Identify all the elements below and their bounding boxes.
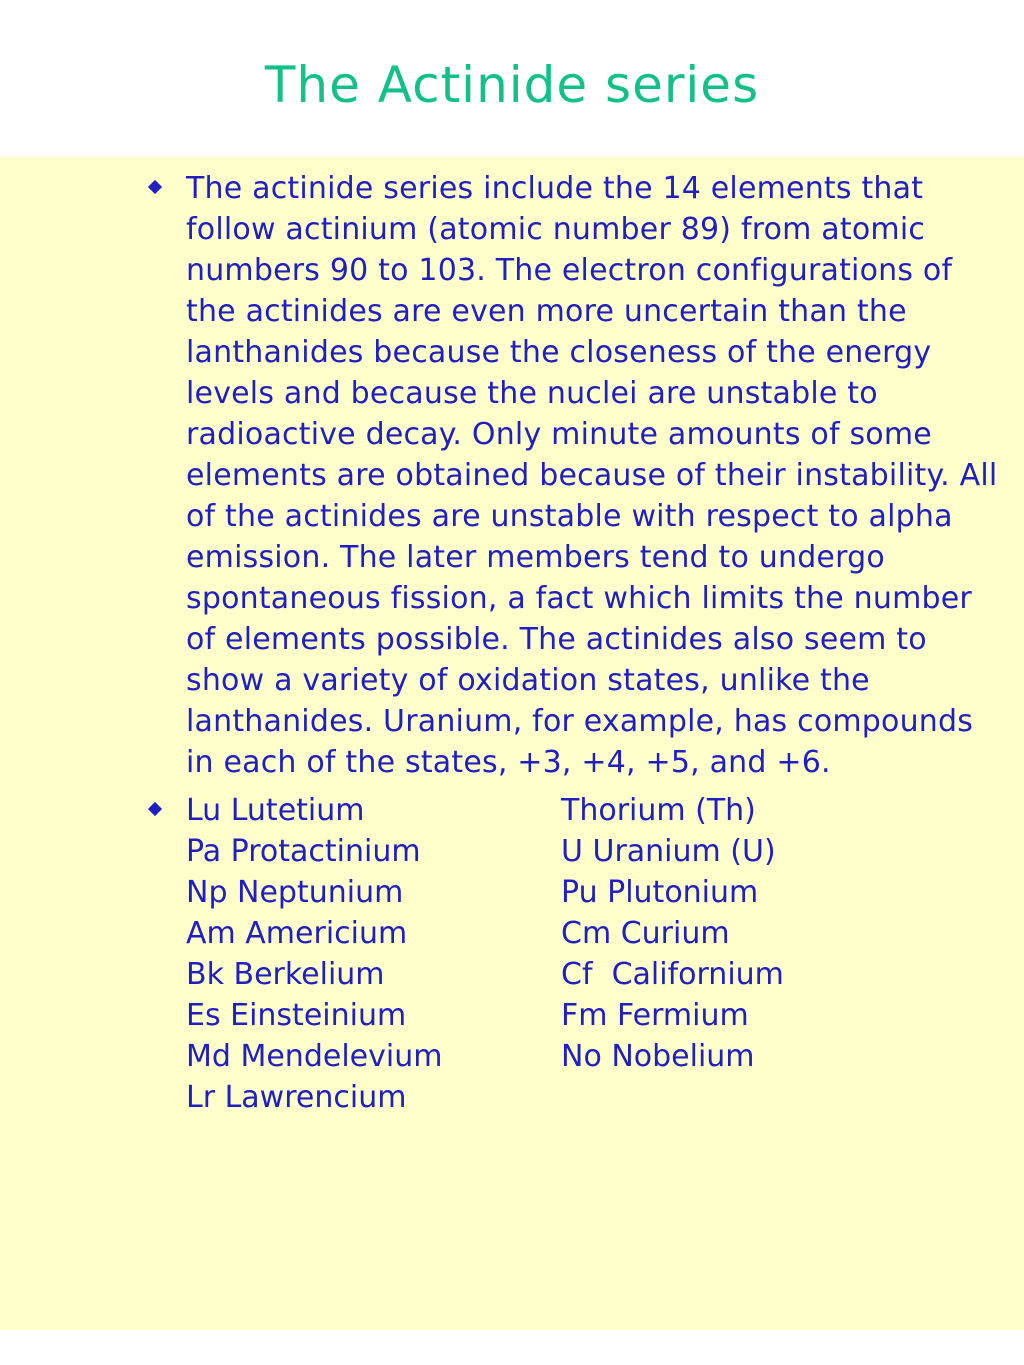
element-list [186,790,1010,1118]
element-left: Bk Berkelium [186,957,385,992]
bullet-text: The actinide series include the 14 elements that follow actinium (atomic number 89) from atomic numbers 90 to 103. The electron configurations of the actinides are even more uncertain than the lanthanides because the closeness of the energy levels and because the nuclei are unstable to radioactive decay. Only minute amounts of some elements are obtained because of their instability. All of the actinides are unstable with respect to alpha emission. The later members tend to undergo spontaneous fission, a fact which limits the number of elements possible. The actinides also seem to show a variety of oxidation states, unlike the lanthanides. Uranium, for example, has compounds in each of the states, +3, +4, +5, and +6. [186,171,998,780]
element-row [186,872,1010,913]
element-row [186,1077,1010,1118]
element-row [186,954,1010,995]
element-right: Thorium (Th) [561,793,756,828]
element-left: Am Americium [186,916,408,951]
element-left: Lu Lutetium [186,793,365,828]
element-left: Es Einsteinium [186,998,407,1033]
element-left: Lr Lawrencium [186,1080,407,1115]
element-row [186,790,1010,831]
slide-title: The Actinide series [264,56,760,114]
element-left: Md Mendelevium [186,1039,443,1074]
element-right: U Uranium (U) [561,834,776,869]
element-row [186,831,1010,872]
element-row [186,913,1010,954]
element-right: No Nobelium [561,1039,755,1074]
element-left: Np Neptunium [186,875,404,910]
element-row [186,1036,1010,1077]
element-row [186,995,1010,1036]
element-right: Fm Fermium [561,998,749,1033]
element-left: Pa Protactinium [186,834,421,869]
element-right: Cm Curium [561,916,730,951]
element-right: Cf Californium [561,957,784,992]
element-right: Pu Plutonium [561,875,759,910]
